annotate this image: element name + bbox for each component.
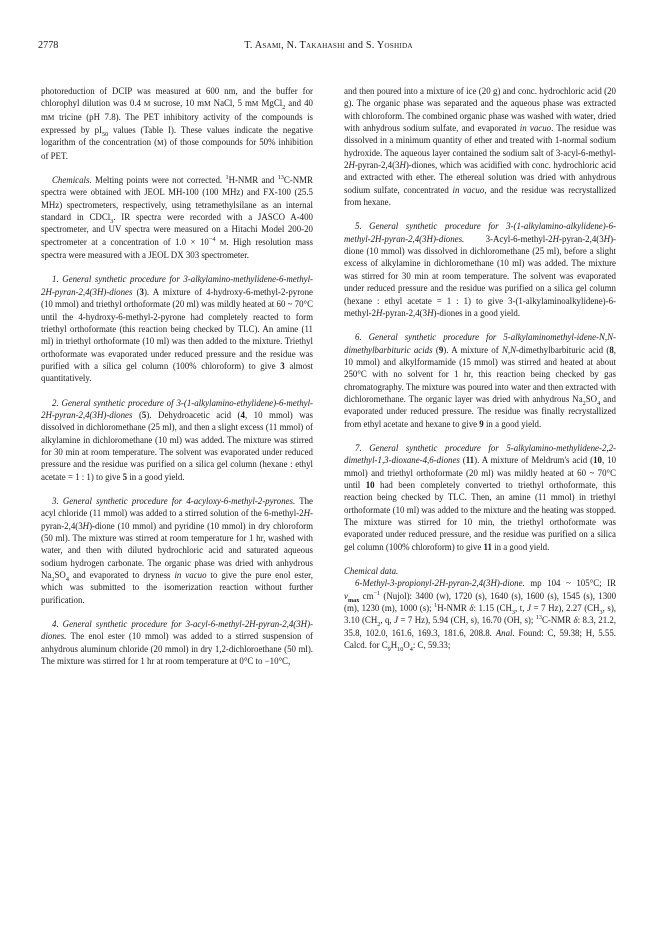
chemical-data-heading: Chemical data. — [344, 566, 399, 577]
paragraph-continued: and then poured into a mixture of ice (20 g) and conc. hydrochloric acid (20 g). The organic phase was separated and the aqueous phase was extracted with chloroform. The combined organic phase was washed with water, dried with anhydrous sodium sulfate, and evaporated in vacuo. The residue was dissolved in a minimum quantity of ether and treated with 1-normal sodium hydroxide. The aqueous layer contained the sodium salt of 3-acyl-6-methyl-2H-pyran-2,4(3H)-diones, which was acidified with conc. hydrochloric acid and extracted with ether. The ethereal solution was dried with anhydrous sodium sulfate, concentrated in vacuo, and the residue was recrystallized from hexane. — [344, 86, 616, 208]
procedure-7: 7. General synthetic procedure for 5-alkylamino-methylidene-2,2-dimethyl-1,3-dioxane-4,6-diones (11). A mixture of Meldrum's acid (10, 10 mmol) and triethyl orthoformate (20 ml) was mildly heated at 60 ~ 70°C until 10 had been completely converted to triethyl orthoformate, this reaction being checked by TLC. Then, an amine (11 mmol) in triethyl orthoformate (10 ml) was added to the mixture and the heating was stopped. The mixture was stirred for 10 min, the triethyl orthoformate was evaporated under reduced pressure, and the residue was purified on a silica gel column (100% chloroform) to give 11 in a good yield. — [344, 442, 617, 552]
running-head: T. ASAMI, N. TAKAHASHI and S. YOSHIDA — [244, 40, 413, 51]
procedure-4: 4. General synthetic procedure for 3-acyl-6-methyl-2H-pyran-2,4(3H)-diones. The enol ester (10 mmol) was added to a stirred suspension of anhydrous aluminum chloride (20 mmol) in dry 1,2-dichloroethane (50 ml). The mixture was stirred for 1 hr at room temperature at 0°C to −10°C, — [41, 619, 313, 667]
page-number: 2778 — [38, 40, 59, 51]
procedure-3: 3. General synthetic procedure for 4-acyloxy-6-methyl-2-pyrones. The acyl chloride (11 mmol) was added to a stirred solution of the 6-methyl-2H-pyran-2,4(3H)-dione (10 mmol) and pyridine (10 mmol) in dry chloroform (50 ml). The mixture was stirred at room temperature for 1 hr, washed with water, and then with diluted hydrochloric acid and saturated aqueous sodium hydrogen carbonate. The organic phase was dried with anhydrous $Na_2SO_4$ and evaporated to dryness in vacuo to give the pure enol ester, which was submitted to the isomerization reaction without further purification. — [41, 495, 313, 605]
paragraph-pet-measurement: photoreduction of DCIP was measured at 600 nm, and the buffer for chlorophyl dilution was 0.4 M sucrose, 10 mM NaCl, 5 mM MgCl$_2$ and 40 mM tricine (pH 7.8). The PET inhibitory activity of the compounds is expressed by $pI_{50}$ values (Table I). These values indicate the negative logarithm of the concentration (M) of those compounds for 50% inhibition of PET. — [41, 86, 313, 161]
procedure-2: 2. General synthetic procedure of 3-(1-alkylamino-ethylidene)-6-methyl-2H-pyran-2,4(3H)-diones (5). Dehydroacetic acid (4, 10 mmol) was dissolved in dichloromethane (25 ml), and then a slight excess (11 mmol) of alkylamine in dichloromethane (10 ml) was added. The mixture was stirred for 30 min at room temperature. The solvent was evaporated under reduced pressure and the residue was purified on a silica gel column (hexane : ethyl acetate = 1 : 1) to give 5 in a good yield. — [41, 397, 314, 482]
running-header — [38, 40, 619, 56]
paragraph-chemicals: Chemicals. Melting points were not corrected. $^1$H-NMR and $^{13}$C-NMR spectra were obtained with JEOL MH-100 (100 MHz) and FX-100 (25.5 MHz) spectrometers, respectively, using tetramethylsilane as an internal standard in CDCl$_3$. IR spectra were recorded with a JASCO A-400 spectrometer, and UV spectra were measured on a Hitachi Model 200-20 spectrometer at a concentration of $1.0 \times 10^{-4}$ M. High resolution mass spectra were measured with a JEOL DX 303 spectrometer. — [41, 174, 314, 261]
left-column — [41, 85, 313, 667]
right-column — [344, 85, 616, 651]
procedure-5: 5. General synthetic procedure for 3-(1-alkylamino-alkylidene)-6-methyl-2H-pyran-2,4(3H)-diones. 3-Acyl-6-methyl-2H-pyran-2,4(3H)-dione (10 mmol) was dissolved in dichloromethane (25 ml), before a slight excess of alkylamine in dichloromethane (10 ml) was added. The mixture was stirred for 30 min at room temperature. The solvent was evaporated under reduced pressure and the residue was purified on a silica gel column (hexane : ethyl acetate = 1 : 1) to give 3-(1-alkylaminoalkylidene)-6-methyl-2H-pyran-2,4(3H)-diones in a good yield. — [344, 221, 616, 318]
chemical-data-entry: 6-Methyl-3-propionyl-2H-pyran-2,4(3H)-dione. mp 104 ~ 105°C; IR $\nu_{max}$ $cm^{-1}$ (Nujol): 3400 (w), 1720 (s), 1640 (s), 1600 (s), 1545 (s), 1300 (m), 1230 (m), 1000 (s); $^1$H-NMR δ: 1.15 ($CH_3$, t, J = 7 Hz), 2.27 ($CH_3$, s), 3.10 ($CH_2$, q, J = 7 Hz), 5.94 (CH, s), 16.70 (OH, s); $^{13}$C-NMR δ: 8.3, 21.2, 35.8, 102.0, 161.6, 169.3, 181.6, 208.8. Anal. Found: C, 59.38; H, 5.55. Calcd. for $C_9H_{10}O_4$: C, 59.33; — [344, 578, 617, 653]
procedure-6: 6. General synthetic procedure for 5-alkylaminomethyl-idene-N,N-dimethylbarbituric acids (9). A mixture of N,N-dimethylbarbituric acid (8, 10 mmol) and alkylformamide (15 mmol) was stirred and heated at about 250°C with no solvent for 1 hr, this reaction being checked by gas chromatography. The mixture was poured into water and then extracted with dichloromethane. The organic layer was dried with anhydrous $Na_2SO_4$ and evaporated under reduced pressure. The residue was finally recrystallized from ethyl acetate and hexane to give 9 in a good yield. — [344, 332, 616, 429]
procedure-1: 1. General synthetic procedure for 3-alkylamino-methylidene-6-methyl-2H-pyran-2,4(3H)-diones (3). A mixture of 4-hydroxy-6-methyl-2-pyrone (10 mmol) and triethyl orthoformate (20 ml) was mildly heated at 60 ~ 70°C until the 4-hydroxy-6-methyl-2-pyrone had completely reacted to form triethyl orthoformate (this reaction being checked by TLC). An amine (11 ml) in triethyl orthoformate (10 ml) was then added to the mixture. Triethyl orthoformate was evaporated under reduced pressure and the residue was purified with a silica gel column (100% chloroform) to give 3 almost quantitatively. — [41, 274, 313, 384]
